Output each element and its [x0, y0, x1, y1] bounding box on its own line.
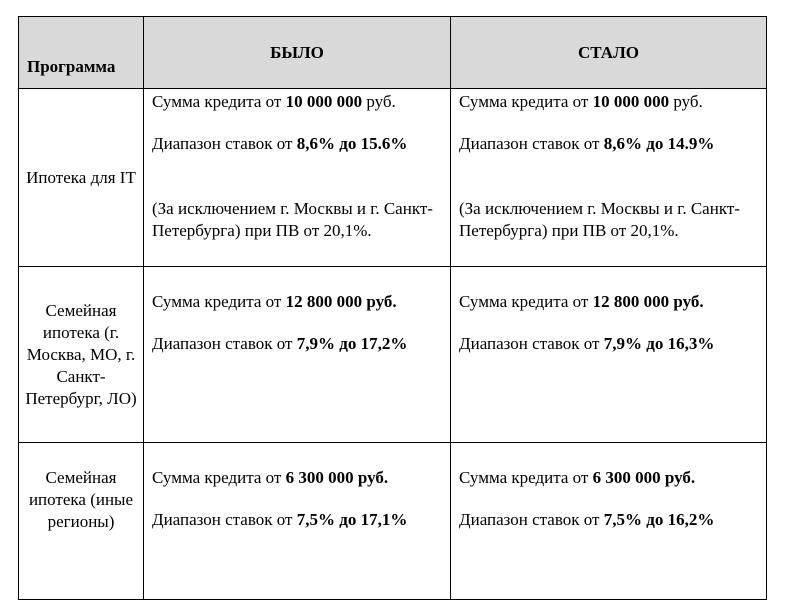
rate-value: 7,5% до 17,1% — [296, 510, 408, 529]
amount-prefix: Сумма кредита от — [459, 92, 593, 111]
rate-value: 7,5% до 16,2% — [603, 510, 715, 529]
rate-line — [459, 509, 758, 531]
amount-value: 6 300 000 руб. — [285, 468, 389, 487]
rate-prefix: Диапазон ставок от — [459, 134, 604, 153]
amount-suffix: руб. — [669, 92, 703, 111]
rate-value: 8,6% до 14.9% — [603, 134, 715, 153]
amount-line — [459, 91, 758, 113]
table-row — [19, 89, 767, 267]
header-after: СТАЛО — [451, 17, 767, 89]
before-cell — [144, 267, 451, 443]
amount-value: 12 800 000 руб. — [592, 292, 704, 311]
rate-value: 7,9% до 16,3% — [603, 334, 715, 353]
rate-value: 7,9% до 17,2% — [296, 334, 408, 353]
amount-suffix: руб. — [362, 92, 396, 111]
note-line: (За исключением г. Москвы и г. Санкт-Петербурга) при ПВ от 20,1%. — [152, 199, 433, 240]
header-before: БЫЛО — [144, 17, 451, 89]
table-row — [19, 443, 767, 600]
amount-line — [459, 467, 758, 489]
after-cell — [451, 443, 767, 600]
rate-prefix: Диапазон ставок от — [152, 134, 297, 153]
rate-line — [459, 333, 758, 355]
header-program: Программа — [19, 17, 144, 89]
table-row — [19, 267, 767, 443]
amount-value: 10 000 000 — [285, 92, 363, 111]
amount-prefix: Сумма кредита от — [152, 92, 286, 111]
rate-line — [152, 509, 442, 531]
rate-prefix: Диапазон ставок от — [459, 334, 604, 353]
rate-prefix: Диапазон ставок от — [459, 510, 604, 529]
program-name: Семейная ипотека (иные регионы) — [19, 443, 144, 600]
before-cell — [144, 443, 451, 600]
amount-line — [152, 291, 442, 313]
program-name: Семейная ипотека (г. Москва, МО, г. Санкт-Петербург, ЛО) — [19, 267, 144, 443]
after-cell — [451, 89, 767, 267]
amount-prefix: Сумма кредита от — [459, 468, 593, 487]
program-name: Ипотека для IT — [19, 89, 144, 267]
amount-value: 6 300 000 руб. — [592, 468, 696, 487]
rate-line — [152, 133, 442, 155]
mortgage-comparison-table — [18, 16, 767, 600]
rate-prefix: Диапазон ставок от — [152, 334, 297, 353]
header-row — [19, 17, 767, 89]
amount-value: 12 800 000 руб. — [285, 292, 397, 311]
amount-value: 10 000 000 — [592, 92, 670, 111]
rate-line — [152, 333, 442, 355]
amount-line — [152, 467, 442, 489]
amount-prefix: Сумма кредита от — [152, 292, 286, 311]
amount-prefix: Сумма кредита от — [459, 292, 593, 311]
amount-line — [152, 91, 442, 113]
amount-prefix: Сумма кредита от — [152, 468, 286, 487]
note-line: (За исключением г. Москвы и г. Санкт-Петербурга) при ПВ от 20,1%. — [459, 199, 740, 240]
rate-line — [459, 133, 758, 155]
after-cell — [451, 267, 767, 443]
amount-line — [459, 291, 758, 313]
rate-value: 8,6% до 15.6% — [296, 134, 408, 153]
rate-prefix: Диапазон ставок от — [152, 510, 297, 529]
before-cell — [144, 89, 451, 267]
